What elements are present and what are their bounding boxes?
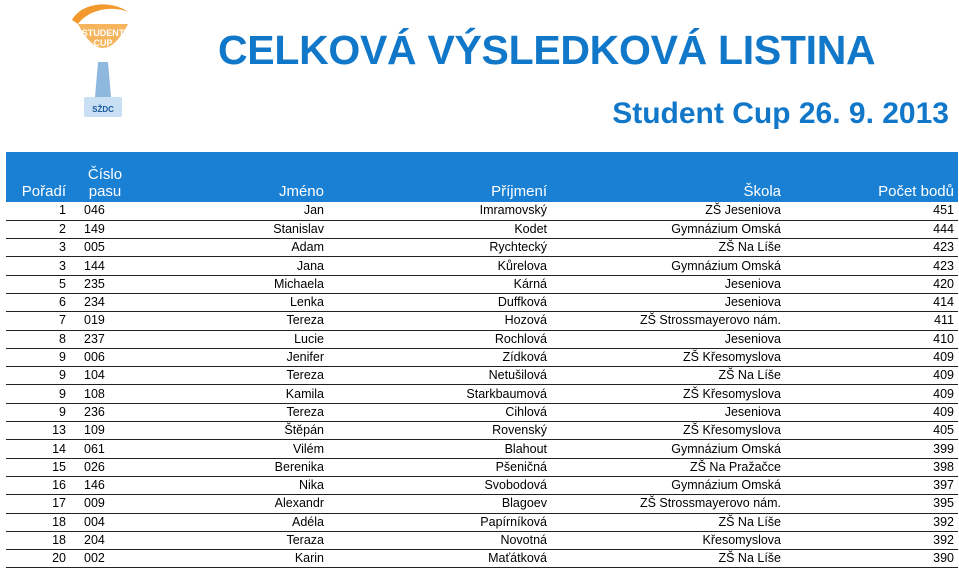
cell-rank: 9 [6, 348, 70, 366]
header-last-name: Příjmení [328, 152, 551, 202]
cell-school: Jeseniova [551, 330, 785, 348]
cell-points: 420 [785, 275, 958, 293]
cell-number: 104 [70, 367, 140, 385]
logo-text-cup: CUP [93, 38, 113, 48]
cell-points: 390 [785, 550, 958, 568]
table-row [6, 440, 958, 458]
cell-school: ZŠ Křesomyslova [551, 422, 785, 440]
logo-text-student: STUDENT [81, 28, 125, 38]
cell-first-name: Jana [140, 257, 328, 275]
cell-rank: 14 [6, 440, 70, 458]
table-row [6, 312, 958, 330]
cell-points: 398 [785, 458, 958, 476]
cell-rank: 6 [6, 293, 70, 311]
table-row [6, 275, 958, 293]
cell-first-name: Tereza [140, 367, 328, 385]
table-header-row [6, 152, 958, 202]
cell-points: 409 [785, 403, 958, 421]
cell-points: 409 [785, 367, 958, 385]
cell-last-name: Novotná [328, 531, 551, 549]
cell-school: ZŠ Křesomyslova [551, 348, 785, 366]
table-row [6, 239, 958, 257]
cell-school: ZŠ Na Pražačce [551, 458, 785, 476]
cell-school: Jeseniova [551, 275, 785, 293]
cell-number: 061 [70, 440, 140, 458]
cell-first-name: Adam [140, 239, 328, 257]
table-row [6, 330, 958, 348]
header-number-line1: Číslo [87, 166, 123, 183]
cell-school: ZŠ Strossmayerovo nám. [551, 495, 785, 513]
cell-rank: 7 [6, 312, 70, 330]
cell-school: ZŠ Na Líše [551, 239, 785, 257]
cell-number: 004 [70, 513, 140, 531]
table-row [6, 403, 958, 421]
cell-first-name: Tereza [140, 403, 328, 421]
cell-school: ZŠ Na Líše [551, 550, 785, 568]
page-subtitle: Student Cup 26. 9. 2013 [612, 97, 949, 130]
cell-rank: 18 [6, 513, 70, 531]
cell-rank: 15 [6, 458, 70, 476]
cell-school: Křesomyslova [551, 531, 785, 549]
results-body [6, 202, 958, 568]
cell-last-name: Starkbaumová [328, 385, 551, 403]
cell-number: 006 [70, 348, 140, 366]
cell-school: ZŠ Strossmayerovo nám. [551, 312, 785, 330]
table-row [6, 348, 958, 366]
cell-first-name: Stanislav [140, 220, 328, 238]
cell-points: 423 [785, 239, 958, 257]
cell-school: Gymnázium Omská [551, 257, 785, 275]
cell-rank: 3 [6, 239, 70, 257]
cell-number: 235 [70, 275, 140, 293]
cell-points: 444 [785, 220, 958, 238]
cell-last-name: Zídková [328, 348, 551, 366]
table-row [6, 202, 958, 220]
cell-first-name: Berenika [140, 458, 328, 476]
logo-swoosh [72, 4, 128, 24]
header-first-name: Jméno [140, 152, 328, 202]
header-school: Škola [551, 152, 785, 202]
cell-points: 409 [785, 385, 958, 403]
cell-first-name: Tereza [140, 312, 328, 330]
cell-first-name: Lucie [140, 330, 328, 348]
cell-last-name: Kůrelova [328, 257, 551, 275]
cell-first-name: Nika [140, 476, 328, 494]
cell-last-name: Papírníková [328, 513, 551, 531]
cell-rank: 9 [6, 403, 70, 421]
cell-points: 414 [785, 293, 958, 311]
cell-school: ZŠ Na Líše [551, 367, 785, 385]
table-row [6, 476, 958, 494]
cell-points: 423 [785, 257, 958, 275]
cell-number: 234 [70, 293, 140, 311]
logo-text-sponsor: SŽDC [92, 105, 114, 114]
table-row [6, 550, 958, 568]
header-points: Počet bodů [785, 152, 958, 202]
cell-points: 397 [785, 476, 958, 494]
cell-last-name: Maťátková [328, 550, 551, 568]
cell-points: 399 [785, 440, 958, 458]
cell-rank: 1 [6, 202, 70, 220]
cell-rank: 13 [6, 422, 70, 440]
cell-first-name: Michaela [140, 275, 328, 293]
cell-number: 144 [70, 257, 140, 275]
cell-number: 009 [70, 495, 140, 513]
cell-number: 109 [70, 422, 140, 440]
cell-school: ZŠ Křesomyslova [551, 385, 785, 403]
table-row [6, 495, 958, 513]
cell-last-name: Blahout [328, 440, 551, 458]
cell-last-name: Cihlová [328, 403, 551, 421]
cell-number: 046 [70, 202, 140, 220]
cell-school: Gymnázium Omská [551, 440, 785, 458]
cell-school: ZŠ Na Líše [551, 513, 785, 531]
cell-school: Gymnázium Omská [551, 476, 785, 494]
cell-points: 405 [785, 422, 958, 440]
logo-trophy-stem [95, 62, 111, 97]
cell-last-name: Svobodová [328, 476, 551, 494]
cell-number: 236 [70, 403, 140, 421]
cell-points: 392 [785, 513, 958, 531]
cell-last-name: Duffková [328, 293, 551, 311]
cell-first-name: Vilém [140, 440, 328, 458]
page-title: CELKOVÁ VÝSLEDKOVÁ LISTINA [218, 27, 876, 73]
cell-last-name: Kodet [328, 220, 551, 238]
cell-last-name: Imramovský [328, 202, 551, 220]
cell-last-name: Hozová [328, 312, 551, 330]
cell-school: Jeseniova [551, 293, 785, 311]
cell-number: 026 [70, 458, 140, 476]
cell-number: 149 [70, 220, 140, 238]
cell-points: 411 [785, 312, 958, 330]
cell-first-name: Jenifer [140, 348, 328, 366]
table-row [6, 220, 958, 238]
cell-number: 108 [70, 385, 140, 403]
cell-last-name: Blagoev [328, 495, 551, 513]
table-row [6, 422, 958, 440]
cell-first-name: Jan [140, 202, 328, 220]
cell-rank: 18 [6, 531, 70, 549]
cell-points: 410 [785, 330, 958, 348]
cell-number: 005 [70, 239, 140, 257]
cell-last-name: Rovenský [328, 422, 551, 440]
cell-points: 395 [785, 495, 958, 513]
cell-number: 019 [70, 312, 140, 330]
cell-points: 409 [785, 348, 958, 366]
cell-number: 204 [70, 531, 140, 549]
cell-rank: 20 [6, 550, 70, 568]
header-rank: Pořadí [6, 152, 70, 202]
table-row [6, 513, 958, 531]
cell-rank: 9 [6, 367, 70, 385]
cell-number: 146 [70, 476, 140, 494]
cell-first-name: Alexandr [140, 495, 328, 513]
cell-first-name: Štěpán [140, 422, 328, 440]
table-row [6, 458, 958, 476]
cell-first-name: Teraza [140, 531, 328, 549]
cell-rank: 17 [6, 495, 70, 513]
table-row [6, 367, 958, 385]
header-number [70, 152, 140, 202]
cell-first-name: Lenka [140, 293, 328, 311]
cell-points: 392 [785, 531, 958, 549]
student-cup-logo [64, 2, 142, 122]
table-row [6, 531, 958, 549]
cell-rank: 2 [6, 220, 70, 238]
results-table [6, 152, 958, 568]
cell-school: ZŠ Jeseniova [551, 202, 785, 220]
table-row [6, 385, 958, 403]
cell-last-name: Rychtecký [328, 239, 551, 257]
cell-last-name: Rochlová [328, 330, 551, 348]
cell-rank: 5 [6, 275, 70, 293]
cell-first-name: Karin [140, 550, 328, 568]
cell-school: Gymnázium Omská [551, 220, 785, 238]
cell-rank: 9 [6, 385, 70, 403]
cell-points: 451 [785, 202, 958, 220]
cell-number: 237 [70, 330, 140, 348]
cell-first-name: Kamila [140, 385, 328, 403]
cell-first-name: Adéla [140, 513, 328, 531]
cell-last-name: Netušilová [328, 367, 551, 385]
cell-last-name: Pšeničná [328, 458, 551, 476]
cell-rank: 16 [6, 476, 70, 494]
table-row [6, 257, 958, 275]
cell-number: 002 [70, 550, 140, 568]
header-number-line2: pasu [88, 183, 122, 200]
cell-school: Jeseniova [551, 403, 785, 421]
cell-rank: 3 [6, 257, 70, 275]
cell-last-name: Kárná [328, 275, 551, 293]
table-row [6, 293, 958, 311]
cell-rank: 8 [6, 330, 70, 348]
